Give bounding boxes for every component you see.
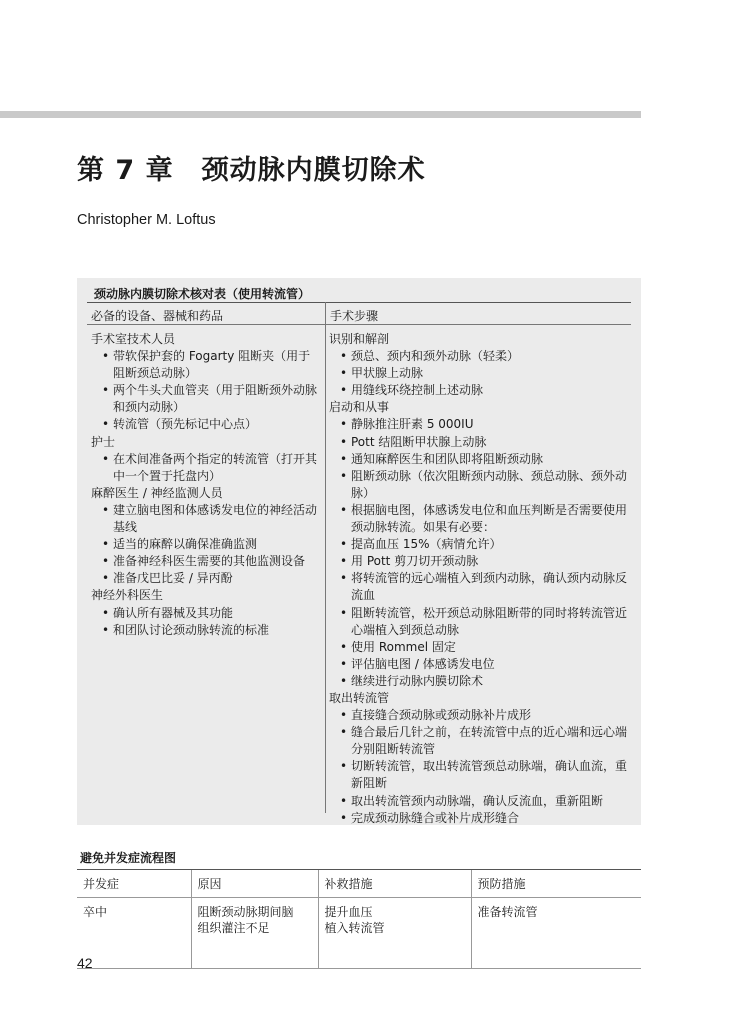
- list-item: • 继续进行动脉内膜切除术: [329, 673, 634, 690]
- cell-line: 植入转流管: [324, 921, 385, 935]
- list-item: • 完成颈动脉缝合或补片成形缝合: [329, 810, 634, 827]
- list-item: • 准备神经科医生需要的其他监测设备: [91, 553, 321, 570]
- category-heading: 神经外科医生: [91, 588, 164, 603]
- list-item: • 用缝线环绕控制上述动脉: [329, 382, 634, 399]
- top-rule: [0, 111, 641, 118]
- list-item: • 阻断转流管，松开颈总动脉阻断带的同时将转流管近心端植入到颈总动脉: [329, 605, 634, 639]
- list-item: • 阻断颈动脉（依次阻断颈内动脉、颈总动脉、颈外动脉）: [329, 468, 634, 502]
- list-item: • Pott 结阻断甲状腺上动脉: [329, 434, 634, 451]
- list-item: • 将转流管的远心端植入到颈内动脉，确认颈内动脉反流血: [329, 570, 634, 604]
- column-header: 预防措施: [471, 870, 641, 898]
- list-item: • 确认所有器械及其功能: [91, 605, 321, 622]
- list-item: • 静脉推注肝素 5 000IU: [329, 416, 634, 433]
- equipment-column: [91, 331, 321, 639]
- list-item: • 带软保护套的 Fogarty 阻断夹（用于阻断颈总动脉）: [91, 348, 321, 382]
- table-cell: 准备转流管: [471, 898, 641, 969]
- column-header: 原因: [191, 870, 318, 898]
- cell-line: 组织灌注不足: [197, 921, 270, 935]
- list-item: • 切断转流管，取出转流管颈总动脉端，确认血流，重新阻断: [329, 758, 634, 792]
- list-item: • 在术间准备两个指定的转流管（打开其中一个置于托盘内）: [91, 451, 321, 485]
- list-item: • 适当的麻醉以确保准确监测: [91, 536, 321, 553]
- list-item: • 评估脑电图 / 体感诱发电位: [329, 656, 634, 673]
- left-column-header: 必备的设备、器械和药品: [91, 309, 224, 323]
- category-heading: 识别和解剖: [329, 332, 390, 346]
- category-heading: 手术室技术人员: [91, 332, 176, 346]
- list-item: • 转流管（预先标记中心点）: [91, 416, 321, 433]
- column-header: 补救措施: [318, 870, 471, 898]
- steps-column: [329, 331, 634, 827]
- list-item: • 直接缝合颈动脉或颈动脉补片成形: [329, 707, 634, 724]
- table-header-row: [77, 870, 641, 898]
- list-item: • 准备戊巴比妥 / 异丙酚: [91, 570, 321, 587]
- chapter-title: [77, 148, 426, 187]
- list-item: • 提高血压 15%（病情允许）: [329, 536, 634, 553]
- category-heading: 启动和从事: [329, 400, 390, 415]
- list-item: • 通知麻醉医生和团队即将阻断颈动脉: [329, 451, 634, 468]
- list-item: • 和团队讨论颈动脉转流的标准: [91, 622, 321, 639]
- list-item: • 颈总、颈内和颈外动脉（轻柔）: [329, 348, 634, 365]
- list-item: • 取出转流管颈内动脉端，确认反流血，重新阻断: [329, 793, 634, 810]
- chapter-number: 第 7 章: [77, 155, 174, 186]
- list-item: • 甲状腺上动脉: [329, 365, 634, 382]
- divider: [87, 302, 631, 303]
- category-heading: 护士: [91, 434, 116, 449]
- right-column-header: 手术步骤: [330, 309, 379, 323]
- column-divider: [325, 302, 326, 813]
- column-header: 并发症: [77, 870, 191, 898]
- list-item: • 两个牛头犬血管夹（用于阻断颈外动脉和颈内动脉）: [91, 382, 321, 416]
- page-number: 42: [77, 955, 93, 971]
- category-heading: 麻醉医生 / 神经监测人员: [91, 485, 223, 500]
- cell-line: 提升血压: [324, 905, 373, 919]
- cell-line: 阻断颈动脉期间脑: [197, 905, 294, 919]
- checklist-title: 颈动脉内膜切除术核对表（使用转流管）: [94, 287, 311, 301]
- checklist-box: [77, 278, 641, 825]
- list-item: • 用 Pott 剪刀切开颈动脉: [329, 553, 634, 570]
- divider: [87, 324, 631, 325]
- list-item: • 根据脑电图，体感诱发电位和血压判断是否需要使用颈动脉转流。如果有必要：: [329, 502, 634, 536]
- author: Christopher M. Loftus: [77, 212, 216, 228]
- complications-table: [77, 869, 641, 969]
- table-cell: [191, 898, 318, 969]
- category-heading: 取出转流管: [329, 690, 390, 705]
- table-cell: [318, 898, 471, 969]
- list-item: • 缝合最后几针之前，在转流管中点的近心端和远心端分别阻断转流管: [329, 724, 634, 758]
- list-item: • 建立脑电图和体感诱发电位的神经活动基线: [91, 502, 321, 536]
- chapter-name: 颈动脉内膜切除术: [201, 155, 426, 186]
- list-item: • 使用 Rommel 固定: [329, 639, 634, 656]
- table-cell: 卒中: [77, 898, 191, 969]
- table-row: [77, 898, 641, 969]
- complications-title: 避免并发症流程图: [80, 851, 177, 865]
